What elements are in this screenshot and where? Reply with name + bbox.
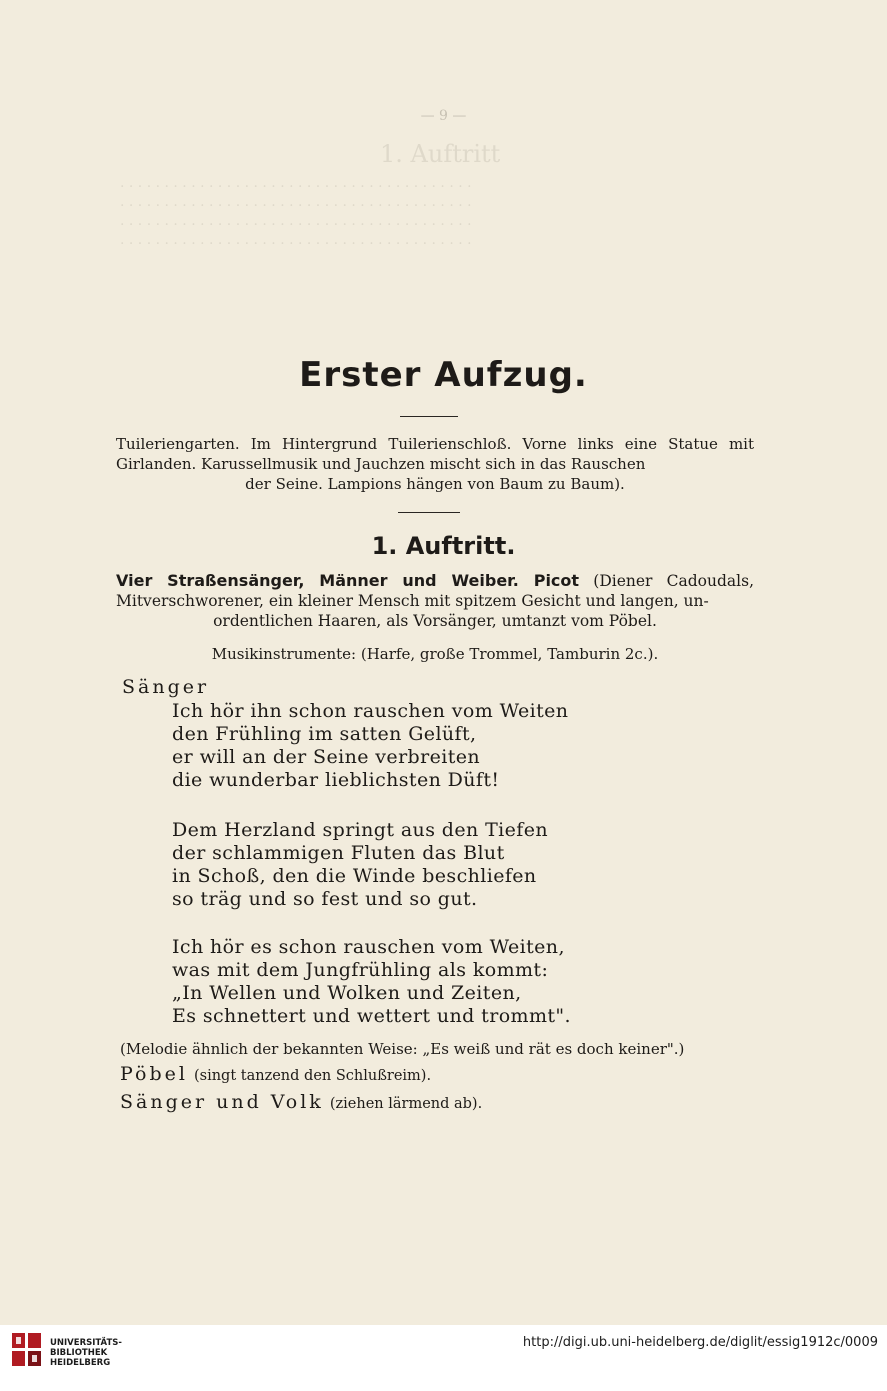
stanza-3 xyxy=(172,936,571,1028)
setting-line-2: der Seine. Lampions hängen von Baum zu Baum). xyxy=(245,475,625,493)
stanza-1 xyxy=(172,700,568,792)
stage-direction-chorus xyxy=(120,1091,482,1113)
stage-direction-poebel xyxy=(120,1063,431,1085)
verse-line: in Schoß, den die Winde beschliefen xyxy=(172,865,537,887)
bleed-through-block: · · · · · · · · · · · · · · · · · · · · · · · · · · · · · · · · · · · · · · · · · · · · · · · · · · · · · · · · · · · · · · · · · · · · · · · · · · · · · · · · · · · · · · · · · · · · · · · · · · · · · · · · · · · · · · · · · · · · · · · · · · · · · · · · · · · · · · · · · · · · · · · · · · · · · · · · · · · · · · · · xyxy=(120,179,472,252)
cast-description: (Diener Cadoudals, Mitverschworener, ein kleiner Mensch mit spitzem Gesicht und langen, un- xyxy=(116,572,754,610)
verse-line: Ich hör es schon rauschen vom Weiten, xyxy=(172,936,565,958)
act-title: Erster Aufzug. xyxy=(299,355,588,395)
verse-line: Es schnettert und wettert und trommt". xyxy=(172,1005,571,1027)
cast-lead: Vier Straßensänger, Männer und Weiber. Picot xyxy=(116,571,580,590)
verse-line: so träg und so fest und so gut. xyxy=(172,888,478,910)
verse-line: Ich hör ihn schon rauschen vom Weiten xyxy=(172,700,569,722)
verse-line: den Frühling im satten Gelüft, xyxy=(172,723,477,745)
speaker-label: Sänger xyxy=(122,676,210,698)
character-name: Pöbel xyxy=(120,1063,188,1085)
library-name-line: BIBLIOTHEK xyxy=(50,1348,108,1358)
bleed-through-scene: 1. Auftritt xyxy=(380,140,501,168)
verse-line: der schlammigen Fluten das Blut xyxy=(172,842,505,864)
setting-divider xyxy=(398,512,460,513)
stanza-2 xyxy=(172,819,548,911)
instruments-line: Musikinstrumente: (Harfe, große Trommel, Tamburin 2c.). xyxy=(211,645,659,663)
digitization-footer xyxy=(0,1325,887,1391)
page-number-faint: — 9 — xyxy=(420,108,467,124)
character-name: Sänger und Volk xyxy=(120,1091,324,1113)
stage-action: (singt tanzend den Schlußreim). xyxy=(193,1068,432,1084)
cast-description-end: ordentlichen Haaren, als Vorsänger, umtanzt vom Pöbel. xyxy=(213,612,657,630)
library-name-line: HEIDELBERG xyxy=(50,1358,111,1368)
verse-line: er will an der Seine verbreiten xyxy=(172,746,481,768)
verse-line: „In Wellen und Wolken und Zeiten, xyxy=(172,982,522,1004)
stage-action: (ziehen lärmend ab). xyxy=(329,1096,483,1112)
source-url-link[interactable]: http://digi.ub.uni-heidelberg.de/diglit/essig1912c/0009 xyxy=(522,1335,878,1350)
library-logo-icon xyxy=(12,1333,42,1367)
setting-line-1: Tuileriengarten. Im Hintergrund Tuilerienschloß. Vorne links eine Statue mit Girlanden. Karussellmusik und Jauchzen mischt sich in das Rauschen xyxy=(116,435,754,473)
verse-line: die wunderbar lieblichsten Düft! xyxy=(172,769,500,791)
melody-note: (Melodie ähnlich der bekannten Weise: „Es weiß und rät es doch keiner".) xyxy=(120,1040,685,1058)
library-name-line: UNIVERSITÄTS- xyxy=(50,1338,122,1348)
cast-list xyxy=(116,571,754,631)
setting-description xyxy=(116,434,754,494)
verse-line: was mit dem Jungfrühling als kommt: xyxy=(172,959,549,981)
library-name xyxy=(50,1338,122,1368)
title-divider xyxy=(400,416,458,417)
scene-title: 1. Auftritt. xyxy=(371,532,516,560)
verse-line: Dem Herzland springt aus den Tiefen xyxy=(172,819,548,841)
